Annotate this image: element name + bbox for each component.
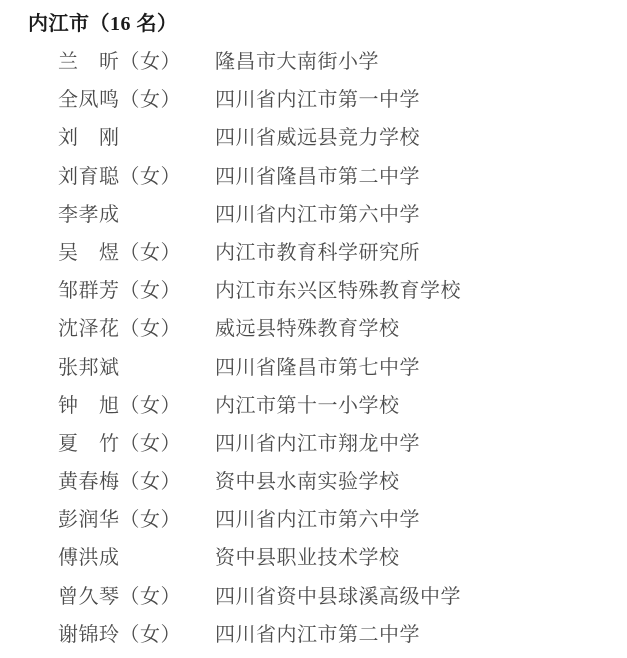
person-name-cell bbox=[58, 539, 215, 577]
gender-marker: （女） bbox=[119, 509, 181, 532]
school-name: 四川省内江市第六中学 bbox=[215, 509, 420, 532]
school-name: 四川省内江市第二中学 bbox=[215, 623, 420, 646]
gender-marker: （女） bbox=[119, 432, 181, 455]
person-name-cell bbox=[58, 349, 215, 387]
person-name-cell bbox=[58, 425, 215, 463]
person-name: 黄春梅 bbox=[58, 471, 120, 494]
person-name-cell bbox=[58, 310, 215, 348]
person-name-cell bbox=[58, 387, 215, 425]
roster-row bbox=[28, 501, 627, 539]
gender-marker: （女） bbox=[119, 241, 181, 264]
roster-row bbox=[28, 119, 627, 157]
person-name: 傅洪成 bbox=[58, 547, 120, 570]
section-title: 内江市（16 名） bbox=[28, 13, 178, 35]
school-name: 资中县职业技术学校 bbox=[215, 547, 400, 570]
person-name-cell bbox=[58, 196, 215, 234]
person-name: 夏 竹 bbox=[58, 432, 120, 455]
roster-row bbox=[28, 158, 627, 196]
school-name: 资中县水南实验学校 bbox=[215, 471, 400, 494]
school-name: 四川省资中县球溪高级中学 bbox=[215, 585, 461, 608]
person-name-cell bbox=[58, 501, 215, 539]
school-name: 内江市第十一小学校 bbox=[215, 394, 400, 417]
person-name-cell bbox=[58, 272, 215, 310]
person-name: 邹群芳 bbox=[58, 280, 120, 303]
person-name-cell bbox=[58, 616, 215, 654]
roster-row bbox=[28, 310, 627, 348]
school-name: 四川省隆昌市第七中学 bbox=[215, 356, 420, 379]
roster-row bbox=[28, 196, 627, 234]
school-name: 四川省隆昌市第二中学 bbox=[215, 165, 420, 188]
roster-row bbox=[28, 81, 627, 119]
gender-marker: （女） bbox=[119, 280, 181, 303]
person-name: 谢锦玲 bbox=[58, 623, 120, 646]
gender-marker: （女） bbox=[119, 165, 181, 188]
gender-marker: （女） bbox=[119, 51, 181, 73]
gender-marker: （女） bbox=[119, 623, 181, 646]
person-name-cell bbox=[58, 81, 215, 119]
school-name: 四川省威远县竞力学校 bbox=[215, 127, 420, 150]
person-name-cell bbox=[58, 463, 215, 501]
roster-row bbox=[28, 234, 627, 272]
school-name: 四川省内江市第一中学 bbox=[215, 89, 420, 112]
person-name: 李孝成 bbox=[58, 203, 120, 226]
roster-row bbox=[28, 272, 627, 310]
person-name: 彭润华 bbox=[58, 509, 120, 532]
person-name-cell bbox=[58, 234, 215, 272]
person-name-cell bbox=[58, 158, 215, 196]
person-name: 沈泽花 bbox=[58, 318, 120, 341]
person-name: 吴 煜 bbox=[58, 241, 120, 264]
gender-marker: （女） bbox=[119, 471, 181, 494]
roster-row bbox=[28, 463, 627, 501]
roster-row bbox=[28, 349, 627, 387]
gender-marker: （女） bbox=[119, 394, 181, 417]
school-name: 隆昌市大南街小学 bbox=[215, 51, 379, 73]
roster-list bbox=[28, 43, 627, 654]
person-name: 兰 昕 bbox=[58, 51, 120, 73]
school-name: 内江市东兴区特殊教育学校 bbox=[215, 280, 461, 303]
roster-row bbox=[28, 425, 627, 463]
roster-row bbox=[28, 616, 627, 654]
person-name: 刘 刚 bbox=[58, 127, 120, 150]
person-name: 张邦斌 bbox=[58, 356, 120, 379]
gender-marker: （女） bbox=[119, 89, 181, 112]
person-name: 曾久琴 bbox=[58, 585, 120, 608]
person-name: 钟 旭 bbox=[58, 394, 120, 417]
roster-row bbox=[28, 43, 627, 81]
roster-row bbox=[28, 578, 627, 616]
person-name-cell bbox=[58, 119, 215, 157]
school-name: 威远县特殊教育学校 bbox=[215, 318, 400, 341]
person-name: 全凤鸣 bbox=[58, 89, 120, 112]
person-name-cell bbox=[58, 43, 215, 81]
school-name: 四川省内江市翔龙中学 bbox=[215, 432, 420, 455]
gender-marker: （女） bbox=[119, 585, 181, 608]
school-name: 内江市教育科学研究所 bbox=[215, 241, 420, 264]
person-name: 刘育聪 bbox=[58, 165, 120, 188]
gender-marker: （女） bbox=[119, 318, 181, 341]
roster-row bbox=[28, 387, 627, 425]
person-name-cell bbox=[58, 578, 215, 616]
school-name: 四川省内江市第六中学 bbox=[215, 203, 420, 226]
roster-row bbox=[28, 539, 627, 577]
